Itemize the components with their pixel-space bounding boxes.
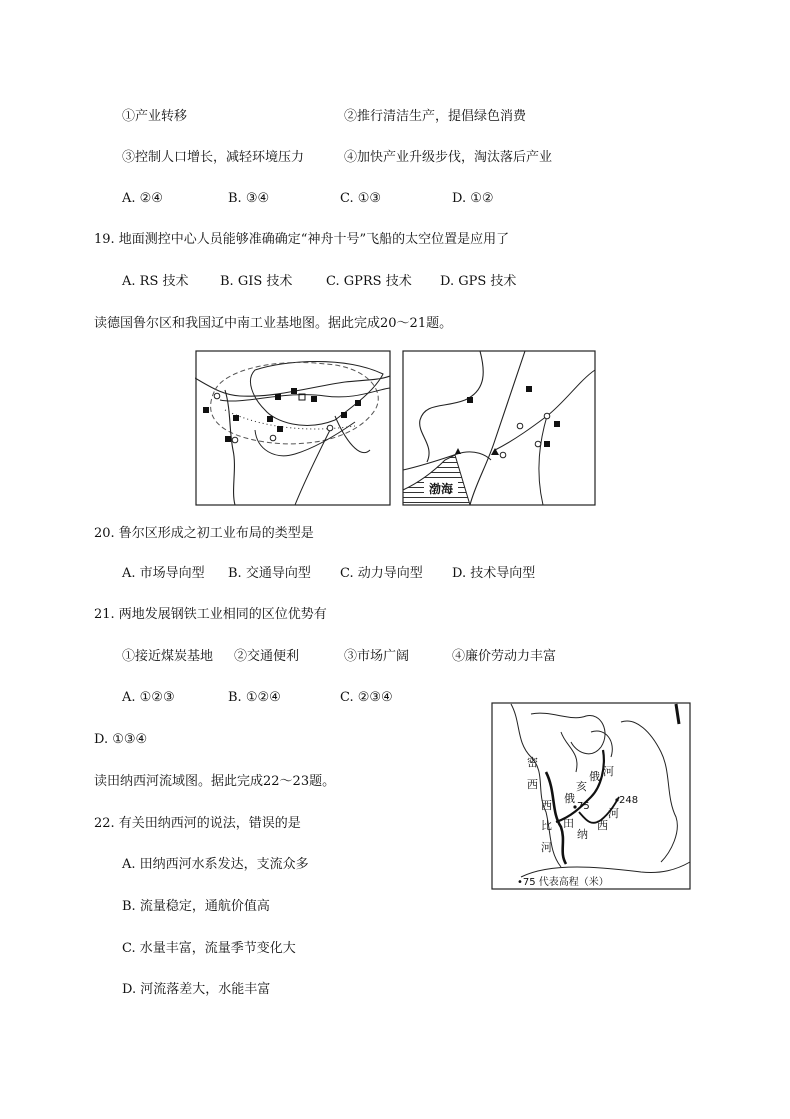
ohio-char-4: 河 <box>603 765 614 778</box>
q22-option-c[interactable]: C. 水量丰富，流量季节变化大 <box>122 941 296 956</box>
q21-item-3: ③市场广阔 <box>344 649 410 664</box>
q20-option-a[interactable]: A. 市场导向型 <box>122 566 205 581</box>
q18-item-1: ①产业转移 <box>122 109 188 124</box>
q20-option-d[interactable]: D. 技术导向型 <box>452 566 536 581</box>
intro-20-21: 读德国鲁尔区和我国辽中南工业基地图。据此完成20～21题。 <box>94 316 453 331</box>
elev-label-2: 248 <box>619 795 639 806</box>
q18-option-b[interactable]: B. ③④ <box>228 191 270 206</box>
tenn-char-2: 纳 <box>577 828 588 841</box>
q22-stem: 22. 有关田纳西河的说法，错误的是 <box>94 816 301 831</box>
elev-label-1: 75 <box>577 801 590 812</box>
miss-char-1: 密 <box>527 756 538 769</box>
sea-label: 渤海 <box>428 482 454 496</box>
q20-option-b[interactable]: B. 交通导向型 <box>228 566 311 581</box>
q21-option-d[interactable]: D. ①③④ <box>94 732 148 747</box>
tenn-char-4: 河 <box>608 807 619 820</box>
q21-stem: 21. 两地发展钢铁工业相同的区位优势有 <box>94 607 327 622</box>
q21-item-2: ②交通便利 <box>234 649 300 664</box>
tenn-char-3: 西 <box>597 819 608 832</box>
q19-stem: 19. 地面测控中心人员能够准确确定“神舟十号”飞船的太空位置是应用了 <box>94 232 510 247</box>
tenn-char-1: 田 <box>563 817 574 830</box>
miss-char-4: 比 <box>541 819 552 832</box>
q19-option-b[interactable]: B. GIS 技术 <box>220 274 293 289</box>
q21-option-b[interactable]: B. ①②④ <box>228 690 281 705</box>
q21-item-1: ①接近煤炭基地 <box>122 649 214 664</box>
q19-option-d[interactable]: D. GPS 技术 <box>440 274 517 289</box>
q21-option-a[interactable]: A. ①②③ <box>122 690 175 705</box>
ohio-char-3: 俄 <box>589 770 600 783</box>
q22-option-d[interactable]: D. 河流落差大，水能丰富 <box>122 982 271 997</box>
ohio-char-1: 俄 <box>564 792 575 805</box>
q18-option-c[interactable]: C. ①③ <box>340 191 382 206</box>
q18-option-a[interactable]: A. ②④ <box>122 191 163 206</box>
intro-22-23: 读田纳西河流域图。据此完成22～23题。 <box>94 774 336 789</box>
miss-char-2: 西 <box>527 778 538 791</box>
q19-option-a[interactable]: A. RS 技术 <box>122 274 189 289</box>
q19-option-c[interactable]: C. GPRS 技术 <box>326 274 412 289</box>
q18-option-d[interactable]: D. ①② <box>452 191 494 206</box>
q21-option-c[interactable]: C. ②③④ <box>340 690 393 705</box>
miss-char-3: 西 <box>541 799 552 812</box>
miss-char-5: 河 <box>541 841 552 854</box>
q22-option-b[interactable]: B. 流量稳定，通航价值高 <box>122 899 270 914</box>
ohio-char-2: 亥 <box>576 780 587 793</box>
map-legend: •75 代表高程（米） <box>517 877 609 888</box>
ruhr-liaoning-map <box>195 350 597 506</box>
q18-item-3: ③控制人口增长，减轻环境压力 <box>122 150 305 165</box>
q20-stem: 20. 鲁尔区形成之初工业布局的类型是 <box>94 526 314 541</box>
q20-option-c[interactable]: C. 动力导向型 <box>340 566 423 581</box>
tennessee-basin-map <box>491 702 691 890</box>
q18-item-2: ②推行清洁生产，提倡绿色消费 <box>344 109 527 124</box>
q22-option-a[interactable]: A. 田纳西河水系发达，支流众多 <box>122 857 309 872</box>
q18-item-4: ④加快产业升级步伐，淘汰落后产业 <box>344 150 553 165</box>
q21-item-4: ④廉价劳动力丰富 <box>452 649 557 664</box>
